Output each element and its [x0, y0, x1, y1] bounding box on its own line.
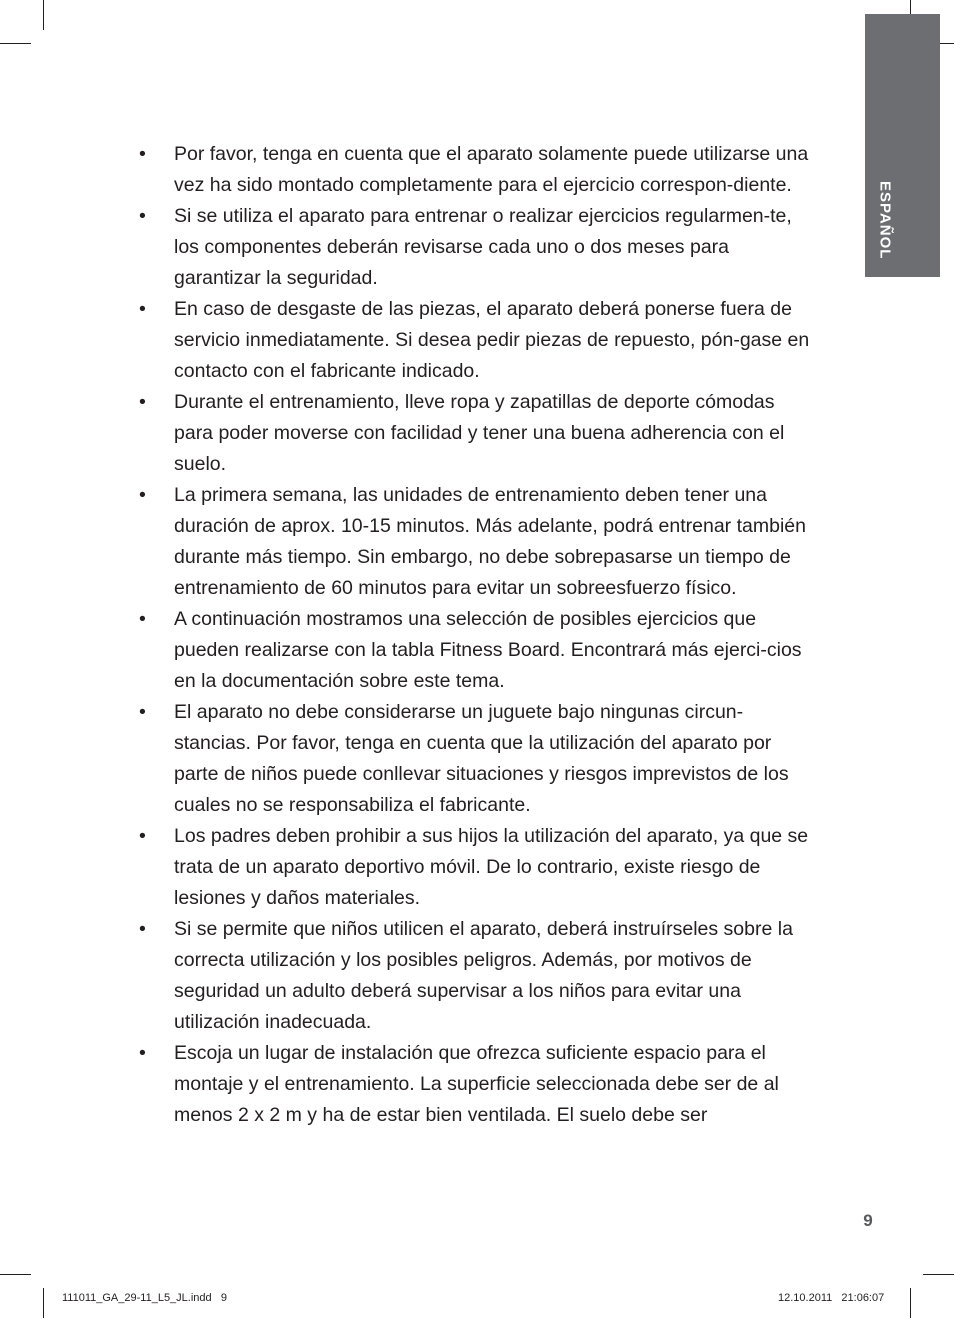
footer-datetime: 12.10.2011 21:06:07	[778, 1292, 885, 1304]
crop-mark	[0, 43, 31, 44]
crop-mark	[0, 1274, 31, 1275]
language-tab-label: ESPAÑOL	[876, 180, 894, 260]
crop-mark	[923, 1274, 954, 1275]
list-item: • Los padres deben prohibir a sus hijos la utilización del aparato, ya que se trata de un aparato deportivo móvil. De lo contrario, existe riesgo de lesiones y daños materiales.	[136, 821, 816, 914]
list-item: • Por favor, tenga en cuenta que el aparato solamente puede utilizarse una vez ha sido montado completamente para el ejercicio correspon-diente.	[136, 139, 816, 201]
safety-notes	[136, 139, 816, 1131]
list-item: • En caso de desgaste de las piezas, el aparato deberá ponerse fuera de servicio inmediatamente. Si desea pedir piezas de repuesto, pón-gase en contacto con el fabricante indicado.	[136, 294, 816, 387]
crop-mark	[910, 1288, 911, 1318]
list-item: • Si se permite que niños utilicen el aparato, deberá instruírseles sobre la correcta utilización y los posibles peligros. Además, por motivos de seguridad un adulto deberá supervisar a los niños para evitar una utilización inadecuada.	[136, 914, 816, 1038]
list-item: • Escoja un lugar de instalación que ofrezca suficiente espacio para el montaje y el entrenamiento. La superficie seleccionada debe ser de al menos 2 x 2 m y ha de estar bien ventilada. El suelo debe ser	[136, 1038, 816, 1131]
list-item: • Durante el entrenamiento, lleve ropa y zapatillas de deporte cómodas para poder moverse con facilidad y tener una buena adherencia con el suelo.	[136, 387, 816, 480]
list-item: • La primera semana, las unidades de entrenamiento deben tener una duración de aprox. 10-15 minutos. Más adelante, podrá entrenar también durante más tiempo. Sin embargo, no debe sobrepasarse un tiempo de entrenamiento de 60 minutos para evitar un sobreesfuerzo físico.	[136, 480, 816, 604]
page-number: 9	[863, 1211, 873, 1230]
list-item: • A continuación mostramos una selección de posibles ejercicios que pueden realizarse con la tabla Fitness Board. Encontrará más ejerci-cios en la documentación sobre este tema.	[136, 604, 816, 697]
list-item: • El aparato no debe considerarse un juguete bajo ningunas circun-stancias. Por favor, tenga en cuenta que la utilización del aparato por parte de niños puede conllevar situaciones y riesgos imprevistos de los cuales no se responsabiliza el fabricante.	[136, 697, 816, 821]
crop-mark	[43, 0, 44, 30]
crop-mark	[43, 1288, 44, 1318]
bullet-list	[136, 139, 816, 1131]
list-item: • Si se utiliza el aparato para entrenar o realizar ejercicios regularmen-te, los componentes deberán revisarse cada uno o dos meses para garantizar la seguridad.	[136, 201, 816, 294]
footer-file-name: 111011_GA_29-11_L5_JL.indd 9	[62, 1292, 227, 1304]
